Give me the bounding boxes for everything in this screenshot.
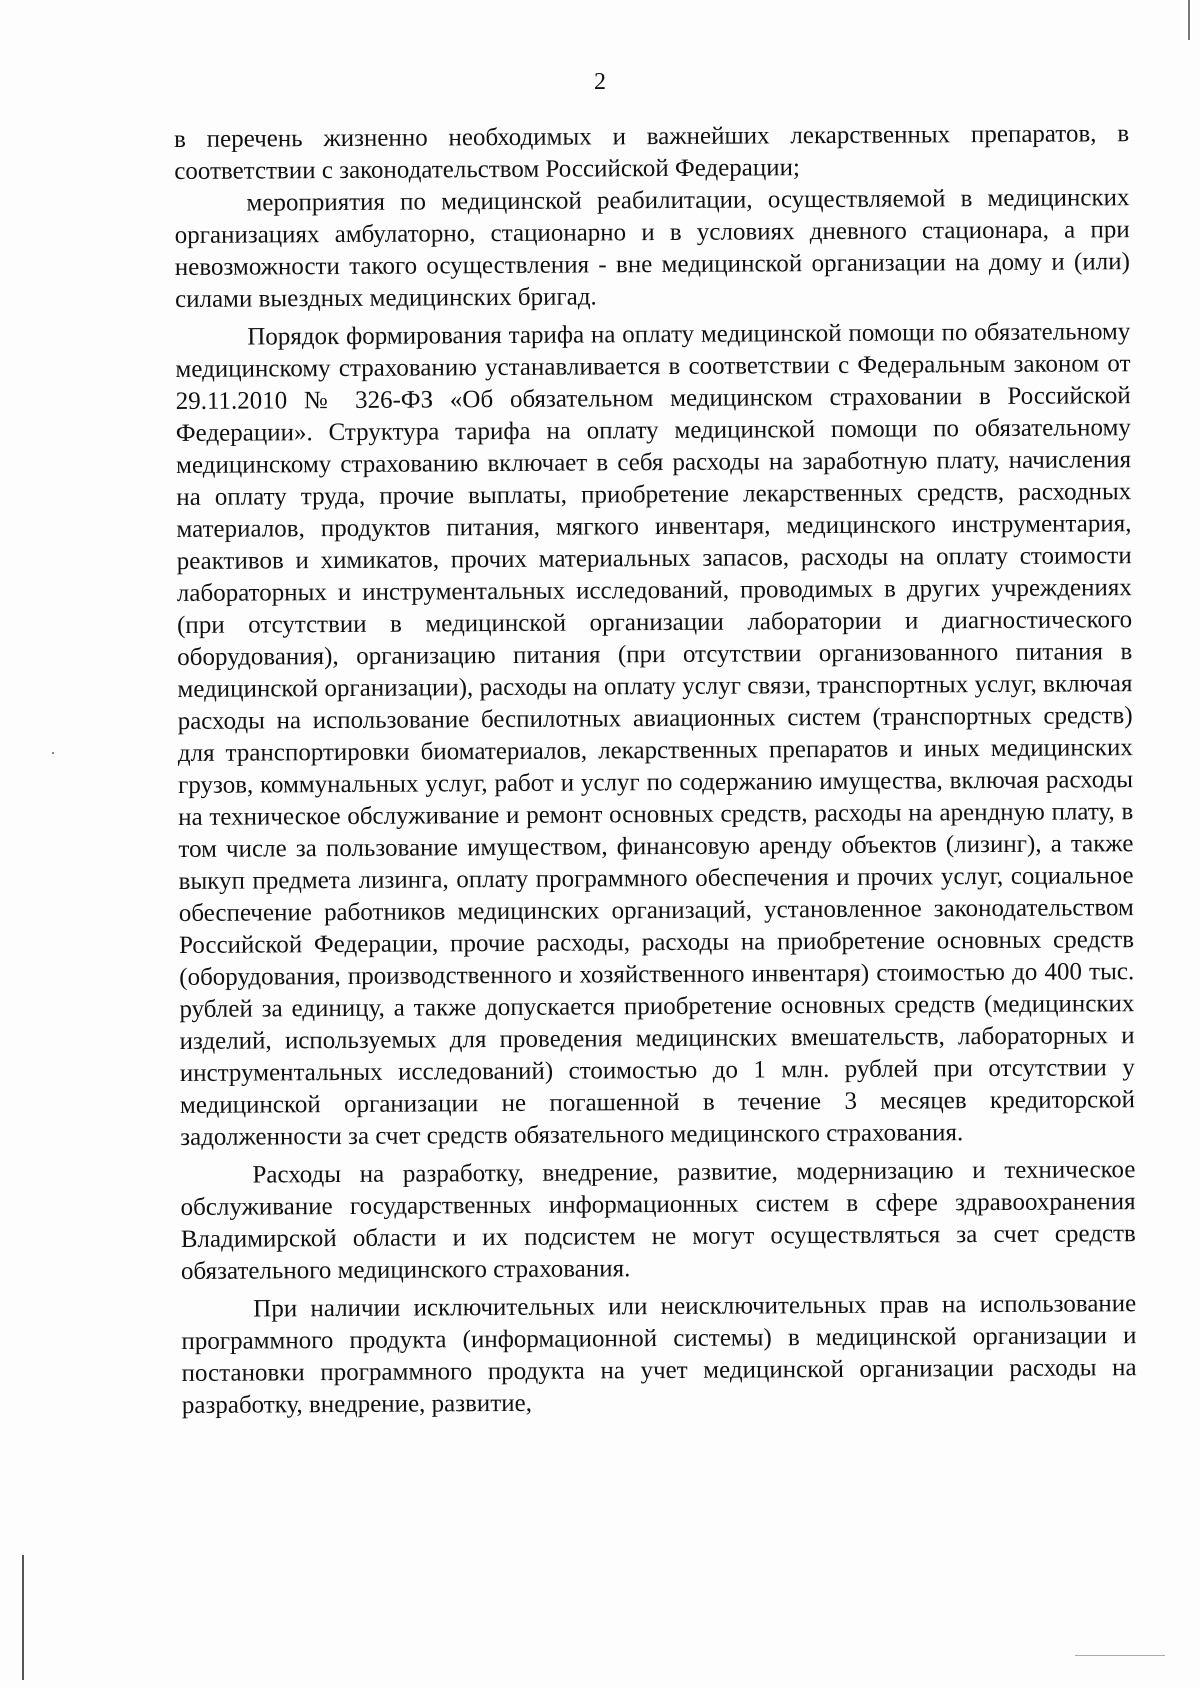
document-body [174,118,1137,1422]
page-number: 2 [594,69,606,95]
paragraph-3: Порядок формирования тарифа на оплату медицинской помощи по обязательному медицинскому страхованию устанавливается в соответствии с Федеральным законом от 29.11.2010 № 326-ФЗ «Об обязательном медицинском страховании в Российской Федерации». Структура тарифа на оплату медицинской помощи по обязательному медицинскому страхованию включает в себя расходы на заработную плату, начисления на оплату труда, прочие выплаты, приобретение лекарственных средств, расходных материалов, продуктов питания, мягкого инвентаря, медицинского инструментария, реактивов и химикатов, прочих материальных запасов, расходы на оплату стоимости лабораторных и инструментальных исследований, проводимых в других учреждениях (при отсутствии в медицинской организации лаборатории и диагностического оборудования), организацию питания (при отсутствии организованного питания в медицинской организации), расходы на оплату услуг связи, транспортных услуг, включая расходы на использование беспилотных авиационных систем (транспортных средств) для транспортировки биоматериалов, лекарственных препаратов и иных медицинских грузов, коммунальных услуг, работ и услуг по содержанию имущества, включая расходы на техническое обслуживание и ремонт основных средств, расходы на арендную плату, в том числе за пользование имуществом, финансовую аренду объектов (лизинг), а также выкуп предмета лизинга, оплату программного обеспечения и прочих услуг, социальное обеспечение работников медицинских организаций, установленное законодательством Российской Федерации, прочие расходы, расходы на приобретение основных средств (оборудования, производственного и хозяйственного инвентаря) стоимостью до 400 тыс. рублей за единицу, а также допускается приобретение основных средств (медицинских изделий, используемых для проведения медицинских вмешательств, лабораторных и инструментальных исследований) стоимостью до 1 млн. рублей при отсутствии у медицинской организации не погашенной в течение 3 месяцев кредиторской задолженности за счет средств обязательного медицинского страхования. [175,318,1136,1151]
paragraph-5: При наличии исключительных или неисключительных прав на использование программного продукта (информационной системы) в медицинской организации и постановки программного продукта на учет медицинской организации расходы на разработку, внедрение, развитие, [181,1290,1137,1419]
scan-edge-mark-left [22,1555,24,1680]
paragraph-4: Расходы на разработку, внедрение, развитие, модернизацию и техническое обслуживание государственных информационных систем в сфере здравоохранения Владимирской области и их подсистем не могут осуществляться за счет средств обязательного медицинского страхования. [180,1156,1136,1285]
paragraph-2: мероприятия по медицинской реабилитации, осуществляемой в медицинских организациях амбулаторно, стационарно и в условиях дневного стационара, а при невозможности такого осуществления - вне медицинской организации на дому и (или) силами выездных медицинских бригад. [174,184,1130,313]
scan-speck [52,752,54,754]
scan-edge-mark-right [1188,0,1190,40]
paragraph-1: в перечень жизненно необходимых и важнейших лекарственных препаратов, в соответствии с законодательством Российской Федерации; [174,120,1130,185]
scan-line-fragment [1075,1655,1165,1656]
